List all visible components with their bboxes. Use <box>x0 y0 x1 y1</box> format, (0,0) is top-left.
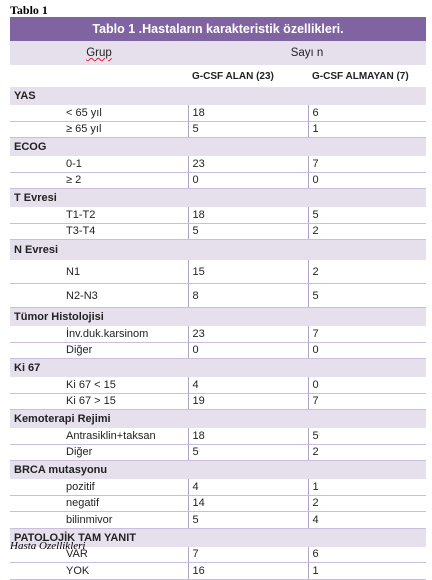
row-label: N2-N3 <box>10 284 188 308</box>
table-row <box>10 284 426 308</box>
table-row <box>10 342 426 359</box>
table-title: Tablo 1 .Hastaların karakteristik özellikleri. <box>10 17 426 41</box>
category-row <box>10 461 426 480</box>
subheader-row <box>10 65 426 87</box>
characteristics-table <box>10 17 426 580</box>
table-row <box>10 172 426 189</box>
category-label: ECOG <box>10 138 426 157</box>
gcsf-received-header: G-CSF ALAN (23) <box>188 65 308 87</box>
row-label: Ki 67 > 15 <box>10 393 188 410</box>
category-row <box>10 359 426 378</box>
table-row <box>10 512 426 529</box>
gcsf-received-value: 15 <box>188 260 308 284</box>
gcsf-not-received-value: 1 <box>308 479 426 495</box>
category-label: N Evresi <box>10 240 426 261</box>
gcsf-not-received-header: G-CSF ALMAYAN (7) <box>308 65 426 87</box>
gcsf-received-value: 8 <box>188 284 308 308</box>
gcsf-not-received-value: 1 <box>308 121 426 138</box>
row-label: ≥ 2 <box>10 172 188 189</box>
gcsf-not-received-value: 4 <box>308 512 426 529</box>
gcsf-received-value: 4 <box>188 479 308 495</box>
data-table <box>10 41 426 580</box>
category-label: T Evresi <box>10 189 426 208</box>
gcsf-received-value: 5 <box>188 121 308 138</box>
table-row <box>10 326 426 342</box>
gcsf-not-received-value: 7 <box>308 156 426 172</box>
gcsf-received-value: 5 <box>188 444 308 461</box>
row-label: N1 <box>10 260 188 284</box>
table-label: Tablo 1 <box>10 3 48 17</box>
gcsf-received-value: 23 <box>188 156 308 172</box>
row-label: Diğer <box>10 444 188 461</box>
row-label: İnv.duk.karsinom <box>10 326 188 342</box>
table-row <box>10 223 426 240</box>
table-row <box>10 563 426 580</box>
category-row <box>10 189 426 208</box>
category-label: Kemoterapi Rejimi <box>10 410 426 429</box>
group-header: Grup <box>10 41 188 65</box>
gcsf-received-value: 5 <box>188 223 308 240</box>
gcsf-received-value: 4 <box>188 377 308 393</box>
gcsf-not-received-value: 5 <box>308 207 426 223</box>
category-label: Ki 67 <box>10 359 426 378</box>
gcsf-not-received-value: 0 <box>308 377 426 393</box>
gcsf-received-value: 0 <box>188 172 308 189</box>
category-label: BRCA mutasyonu <box>10 461 426 480</box>
gcsf-received-value: 0 <box>188 342 308 359</box>
table-row <box>10 105 426 121</box>
gcsf-not-received-value: 5 <box>308 284 426 308</box>
gcsf-received-value: 18 <box>188 105 308 121</box>
row-label: Antrasiklin+taksan <box>10 428 188 444</box>
header-row <box>10 41 426 65</box>
table-row <box>10 479 426 495</box>
gcsf-received-value: 19 <box>188 393 308 410</box>
gcsf-not-received-value: 6 <box>308 105 426 121</box>
row-label: T1-T2 <box>10 207 188 223</box>
gcsf-not-received-value: 1 <box>308 563 426 580</box>
table-row <box>10 121 426 138</box>
table-row <box>10 260 426 284</box>
gcsf-not-received-value: 6 <box>308 547 426 563</box>
category-row <box>10 308 426 327</box>
gcsf-not-received-value: 0 <box>308 342 426 359</box>
row-label: 0-1 <box>10 156 188 172</box>
row-label: T3-T4 <box>10 223 188 240</box>
table-row <box>10 207 426 223</box>
row-label: negatif <box>10 495 188 512</box>
gcsf-not-received-value: 7 <box>308 326 426 342</box>
row-label: VAR <box>10 547 188 563</box>
category-label: PATOLOJİK TAM YANIT <box>10 528 426 547</box>
row-label: ≥ 65 yıl <box>10 121 188 138</box>
gcsf-not-received-value: 2 <box>308 495 426 512</box>
row-label: YOK <box>10 563 188 580</box>
category-row <box>10 240 426 261</box>
row-label: bilinmivor <box>10 512 188 529</box>
gcsf-not-received-value: 5 <box>308 428 426 444</box>
table-caption: Hasta Özellikleri <box>10 540 86 552</box>
gcsf-not-received-value: 7 <box>308 393 426 410</box>
row-label: pozitif <box>10 479 188 495</box>
gcsf-received-value: 5 <box>188 512 308 529</box>
gcsf-not-received-value: 2 <box>308 223 426 240</box>
gcsf-not-received-value: 0 <box>308 172 426 189</box>
gcsf-received-value: 18 <box>188 428 308 444</box>
row-label: Ki 67 < 15 <box>10 377 188 393</box>
gcsf-received-value: 23 <box>188 326 308 342</box>
gcsf-received-value: 18 <box>188 207 308 223</box>
row-label: < 65 yıl <box>10 105 188 121</box>
row-label: Diğer <box>10 342 188 359</box>
gcsf-not-received-value: 2 <box>308 444 426 461</box>
table-row <box>10 428 426 444</box>
table-row <box>10 377 426 393</box>
gcsf-received-value: 7 <box>188 547 308 563</box>
category-label: Tümor Histolojisi <box>10 308 426 327</box>
count-header: Sayı n <box>188 41 426 65</box>
table-row <box>10 393 426 410</box>
category-row <box>10 138 426 157</box>
gcsf-not-received-value: 2 <box>308 260 426 284</box>
gcsf-received-value: 14 <box>188 495 308 512</box>
table-row <box>10 444 426 461</box>
category-row <box>10 410 426 429</box>
category-row <box>10 87 426 105</box>
table-row <box>10 495 426 512</box>
category-label: YAS <box>10 87 426 105</box>
gcsf-received-value: 16 <box>188 563 308 580</box>
table-row <box>10 156 426 172</box>
